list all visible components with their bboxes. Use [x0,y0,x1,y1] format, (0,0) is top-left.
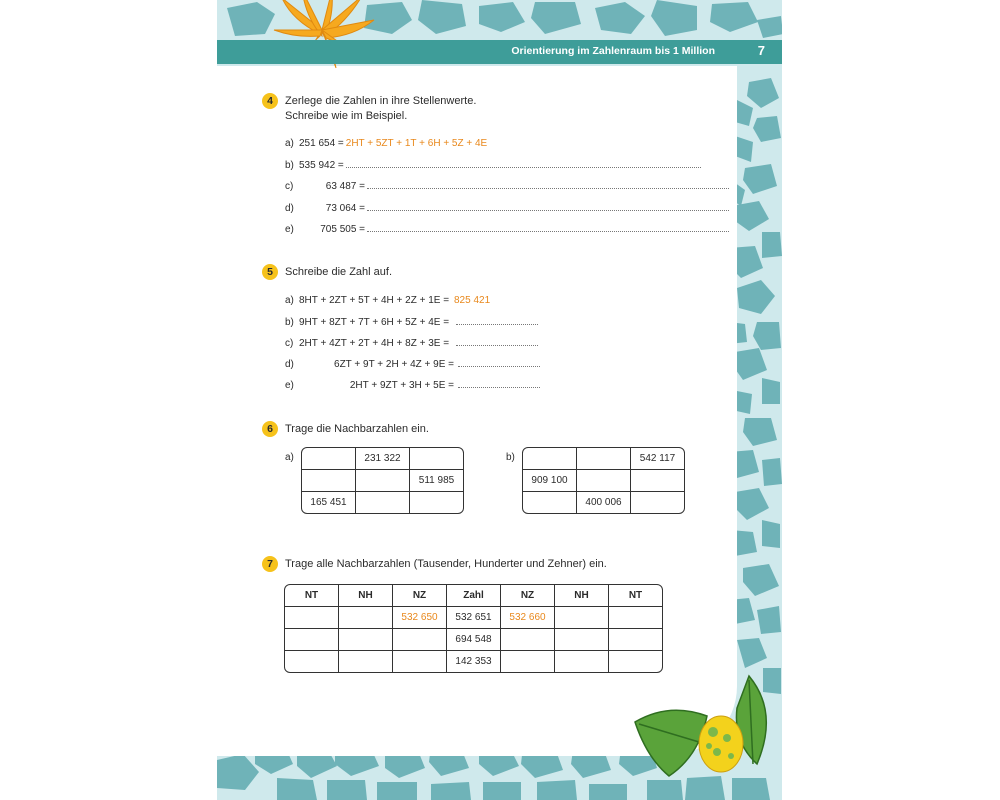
task-4-badge: 4 [262,93,278,109]
table-cell[interactable] [410,448,464,470]
task-7-instruction: Trage alle Nachbarzahlen (Tausender, Hunderter und Zehner) ein. [285,558,607,570]
table-row [285,651,662,673]
table-cell: 142 353 [447,651,501,673]
column-header: NH [339,585,393,607]
answer-line[interactable] [367,180,729,189]
example-answer: 2HT + 5ZT + 1T + 6H + 5Z + 4E [345,138,488,149]
table-a-label: a) [285,452,294,463]
leaves-and-egg-illustration [629,672,782,782]
table-cell[interactable] [285,629,339,651]
answer-line[interactable] [456,316,538,325]
task-5-row-c: c) 2HT + 4ZT + 2T + 4H + 8Z + 3E = [285,337,538,349]
table-cell[interactable] [285,651,339,673]
task-6-badge: 6 [262,421,278,437]
table-cell[interactable]: 532 650 [393,607,447,629]
table-cell[interactable] [501,651,555,673]
column-header: Zahl [447,585,501,607]
neighbor-numbers-table [284,584,663,673]
task-5-row-d: d) 6ZT + 9T + 2H + 4Z + 9E = [285,358,540,370]
column-header: NT [285,585,339,607]
table-cell[interactable]: 511 985 [410,470,464,492]
table-cell[interactable] [631,470,685,492]
table-row [285,607,662,629]
table-cell: 694 548 [447,629,501,651]
table-cell[interactable] [339,629,393,651]
answer-line[interactable] [458,379,540,388]
table-cell[interactable] [577,448,631,470]
task-5-row-b: b) 9HT + 8ZT + 7T + 6H + 5Z + 4E = [285,316,538,328]
answer-line[interactable] [367,223,729,232]
table-cell[interactable] [631,492,685,514]
task-5-row-e: e) 2HT + 9ZT + 3H + 5E = [285,379,540,391]
task-6-instruction: Trage die Nachbarzahlen ein. [285,423,429,435]
table-cell[interactable] [410,492,464,514]
table-cell[interactable] [523,492,577,514]
task-4-row-e: e) 705 505 = [285,223,729,235]
table-header-row [285,585,662,607]
task-4-instruction: Zerlege die Zahlen in ihre Stellenwerte. Schreibe wie im Beispiel. [285,95,477,122]
column-header: NT [609,585,663,607]
task-7-badge: 7 [262,556,278,572]
table-cell[interactable] [302,448,356,470]
table-cell[interactable]: 542 117 [631,448,685,470]
table-cell[interactable] [555,607,609,629]
table-cell[interactable] [393,651,447,673]
column-header: NZ [501,585,555,607]
task-4-row-c: c) 63 487 = [285,180,729,192]
answer-line[interactable] [346,159,701,168]
answer-line[interactable] [367,202,729,211]
table-cell[interactable]: 231 322 [356,448,410,470]
table-cell[interactable]: 532 660 [501,607,555,629]
neighbor-table-b [522,447,685,514]
table-cell[interactable] [356,470,410,492]
table-cell[interactable] [339,651,393,673]
task-4-row-d: d) 73 064 = [285,202,729,214]
answer-line[interactable] [458,358,540,367]
table-cell[interactable] [302,470,356,492]
task-5-row-a: a) 8HT + 2ZT + 5T + 4H + 2Z + 1E = 825 421 [285,295,491,306]
column-header: NH [555,585,609,607]
example-answer: 825 421 [454,295,491,306]
table-cell[interactable] [285,607,339,629]
table-row [285,629,662,651]
table-cell: 532 651 [447,607,501,629]
table-cell[interactable] [356,492,410,514]
table-cell[interactable] [339,607,393,629]
table-cell[interactable] [609,607,663,629]
table-cell[interactable] [577,470,631,492]
table-cell[interactable] [523,448,577,470]
workbook-page [217,0,782,800]
table-cell[interactable] [609,629,663,651]
table-cell[interactable]: 909 100 [523,470,577,492]
table-b-label: b) [506,452,515,463]
page-number: 7 [757,43,765,58]
table-cell[interactable] [393,629,447,651]
table-cell[interactable]: 400 006 [577,492,631,514]
table-cell[interactable] [609,651,663,673]
table-cell[interactable] [555,651,609,673]
answer-line[interactable] [456,337,538,346]
task-4-row-b: b) 535 942 = [285,159,701,171]
task-5-instruction: Schreibe die Zahl auf. [285,266,393,278]
task-4-row-a: a) 251 654 = 2HT + 5ZT + 1T + 6H + 5Z + 4E [285,138,488,149]
table-cell[interactable] [555,629,609,651]
table-cell[interactable]: 165 451 [302,492,356,514]
chapter-title: Orientierung im Zahlenraum bis 1 Million [511,45,715,57]
table-cell[interactable] [501,629,555,651]
neighbor-table-a [301,447,464,514]
column-header: NZ [393,585,447,607]
task-5-badge: 5 [262,264,278,280]
